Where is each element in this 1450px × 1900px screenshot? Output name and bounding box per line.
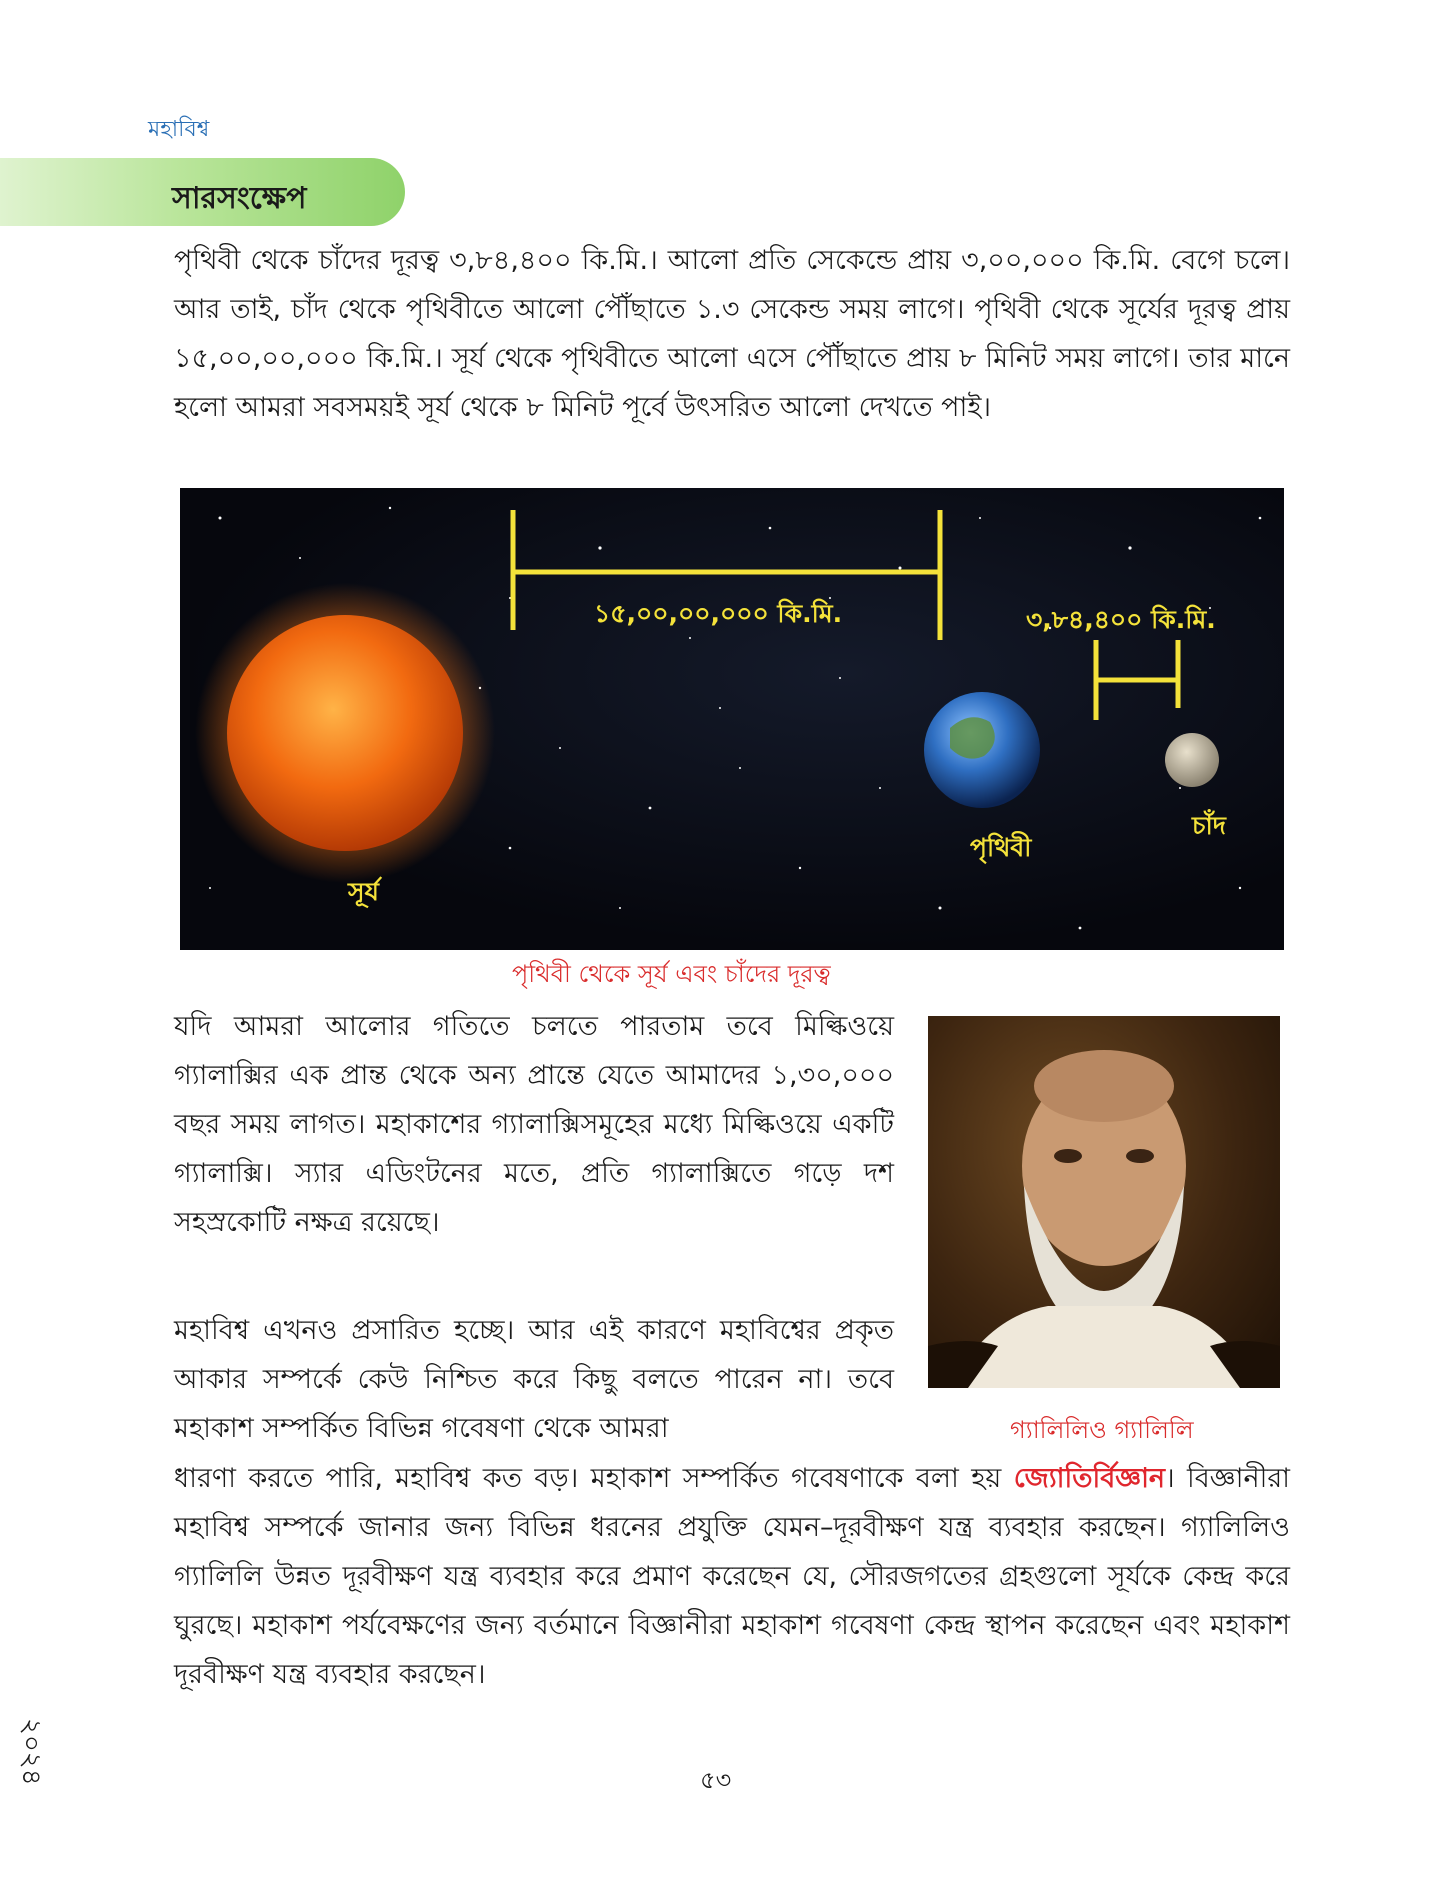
right-eye [1126, 1149, 1154, 1163]
paragraph-milky-way: যদি আমরা আলোর গতিতে চলতে পারতাম তবে মিল্কিওয়ে গ্যালাক্সির এক প্রান্ত থেকে অন্য প্রান্তে যেতে আমাদের ১,৩০,০০০ বছর সময় লাগত। মহাকাশের গ্যালাক্সিসমূহের মধ্যে মিল্কিওয়ে একটি গ্যালাক্সি। স্যার এডিংটনের মতে, প্রতি গ্যালাক্সিতে গড়ে দশ সহস্রকোটি নক্ষত্র রয়েছে। [174, 1011, 894, 1238]
sun [227, 615, 463, 851]
running-head: মহাবিশ্ব [148, 117, 210, 142]
sun-earth-moon-figure [180, 488, 1284, 950]
sun-earth-distance-label: ১৫,০০,০০,০০০ কি.মি. [594, 599, 843, 628]
page-number: ৫৩ [700, 1766, 732, 1794]
left-eye [1054, 1149, 1082, 1163]
paragraph-astronomy [174, 1454, 1290, 1699]
portrait-illustration [928, 1016, 1280, 1388]
figure-caption-distances: পৃথিবী থেকে সূর্য এবং চাঁদের দূরত্ব [512, 960, 831, 988]
space-illustration [180, 488, 1284, 950]
earth-moon-distance-label: ৩,৮৪,৪০০ কি.মি. [1026, 605, 1216, 634]
moon [1165, 733, 1219, 787]
astronomy-text-start: ধারণা করতে পারি, মহাবিশ্ব কত বড়। মহাকাশ সম্পর্কিত গবেষণাকে বলা হয় [174, 1463, 1014, 1494]
section-title: সারসংক্ষেপ [172, 181, 307, 216]
paragraph-expanding-universe: মহাবিশ্ব এখনও প্রসারিত হচ্ছে। আর এই কারণে মহাবিশ্বের প্রকৃত আকার সম্পর্কে কেউ নিশ্চিত করে কিছু বলতে পারেন না। তবে মহাকাশ সম্পর্কিত বিভিন্ন গবেষণা থেকে আমরা [174, 1315, 894, 1444]
highlight-term-astronomy: জ্যোতির্বিজ্ঞান [1013, 1463, 1166, 1494]
figure-caption-galileo: গ্যালিলিও গ্যালিলি [1010, 1416, 1194, 1444]
sun-label: সূর্য [348, 877, 379, 906]
paragraph-distances: পৃথিবী থেকে চাঁদের দূরত্ব ৩,৮৪,৪০০ কি.মি.। আলো প্রতি সেকেন্ডে প্রায় ৩,০০,০০০ কি.মি. বেগে চলে। আর তাই, চাঁদ থেকে পৃথিবীতে আলো পৌঁছাতে ১.৩ সেকেন্ড সময় লাগে। পৃথিবী থেকে সূর্যের দূরত্ব প্রায় ১৫,০০,০০,০০০ কি.মি.। সূর্য থেকে পৃথিবীতে আলো এসে পৌঁছাতে প্রায় ৮ মিনিট সময় লাগে। তার মানে হলো আমরা সবসময়ই সূর্য থেকে ৮ মিনিট পূর্বে উৎসরিত আলো দেখতে পাই। [174, 245, 1290, 423]
earth-moon-distance-bar [1096, 640, 1178, 720]
astronomy-text-rest: । বিজ্ঞানীরা মহাবিশ্ব সম্পর্কে জানার জন্য বিভিন্ন ধরনের প্রযুক্তি যেমন–দূরবীক্ষণ যন্ত্র ব্যবহার করছেন। গ্যালিলিও গ্যালিলি উন্নত দূরবীক্ষণ যন্ত্র ব্যবহার করে প্রমাণ করেছেন যে, সৌরজগতের গ্রহগুলো সূর্যকে কেন্দ্র করে ঘুরছে। মহাকাশ পর্যবেক্ষণের জন্য বর্তমানে বিজ্ঞানীরা মহাকাশ গবেষণা কেন্দ্র স্থাপন করেছেন এবং মহাকাশ দূরবীক্ষণ যন্ত্র ব্যবহার করছেন। [174, 1463, 1290, 1690]
earth-label: পৃথিবী [970, 833, 1032, 862]
galileo-portrait [928, 1016, 1280, 1388]
forehead [1034, 1050, 1174, 1122]
moon-label: চাঁদ [1192, 811, 1226, 840]
side-year-code: ২০২৪ [16, 1718, 46, 1786]
